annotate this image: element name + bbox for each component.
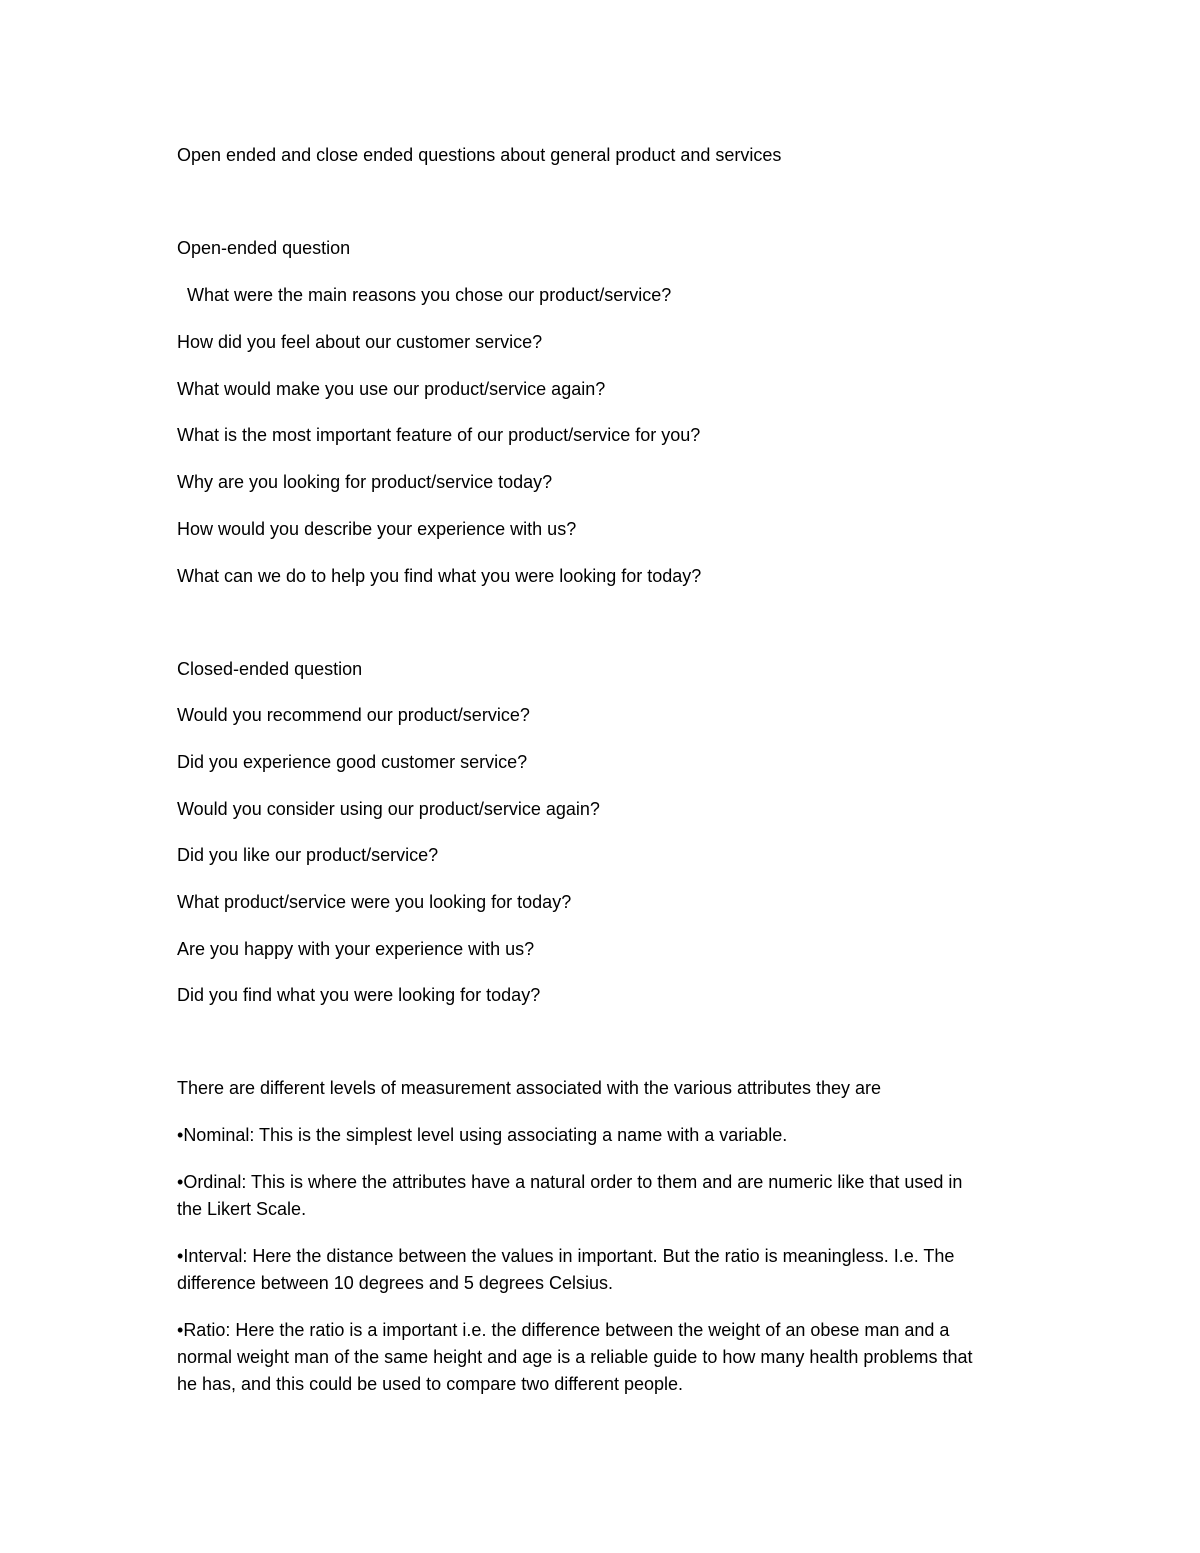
open-question-item: How would you describe your experience with us? (177, 519, 577, 539)
bullet-icon: • (177, 1320, 184, 1340)
bullet-icon: • (177, 1246, 184, 1266)
open-question-item: What would make you use our product/service again? (177, 379, 606, 399)
closed-question-item: Did you find what you were looking for today? (177, 985, 541, 1005)
measurement-item-text: Ratio: Here the ratio is a important i.e. the difference between the weight of an obese man and a normal weight man of the same height and age is a reliable guide to how many health problems that he has, and this could be used to compare two different people. (177, 1320, 973, 1394)
closed-question-item: Did you experience good customer service? (177, 752, 528, 772)
measurement-item-nominal (177, 1122, 989, 1149)
open-question-item: How did you feel about our customer service? (177, 332, 543, 352)
document-title: Open ended and close ended questions about general product and services (177, 145, 782, 165)
open-question-item: Why are you looking for product/service today? (177, 472, 553, 492)
closed-question-item: Did you like our product/service? (177, 845, 439, 865)
closed-question-item: Are you happy with your experience with us? (177, 939, 535, 959)
measurement-item-ordinal (177, 1169, 989, 1223)
open-question-item: What can we do to help you find what you were looking for today? (177, 566, 702, 586)
open-ended-heading: Open-ended question (177, 238, 351, 258)
closed-question-item: Would you consider using our product/service again? (177, 799, 600, 819)
measurement-item-ratio (177, 1317, 989, 1398)
measurement-item-text: Interval: Here the distance between the values in important. But the ratio is meaningless. I.e. The difference between 10 degrees and 5 degrees Celsius. (177, 1246, 955, 1293)
open-question-item: What is the most important feature of our product/service for you? (177, 425, 701, 445)
closed-question-item: What product/service were you looking for today? (177, 892, 572, 912)
bullet-icon: • (177, 1125, 184, 1145)
open-question-item: What were the main reasons you chose our product/service? (187, 285, 672, 305)
closed-question-item: Would you recommend our product/service? (177, 705, 530, 725)
measurement-item-text: Ordinal: This is where the attributes have a natural order to them and are numeric like that used in the Likert Scale. (177, 1172, 963, 1219)
bullet-icon: • (177, 1172, 184, 1192)
closed-ended-heading: Closed-ended question (177, 659, 363, 679)
measurement-intro: There are different levels of measurement associated with the various attributes they are (177, 1078, 882, 1098)
measurement-item-interval (177, 1243, 989, 1297)
measurement-item-text: Nominal: This is the simplest level using associating a name with a variable. (183, 1125, 788, 1145)
